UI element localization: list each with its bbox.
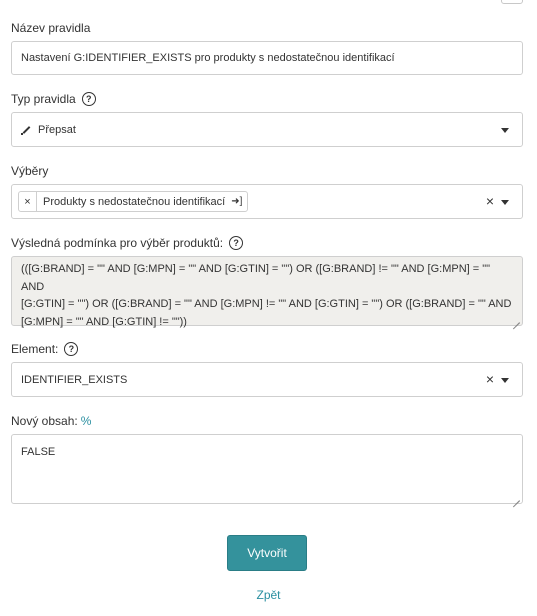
tag-label: Produkty s nedostatečnou identifikací: [43, 195, 226, 208]
pencil-icon: [21, 125, 31, 135]
rule-type-help-icon[interactable]: ?: [82, 92, 96, 106]
back-link[interactable]: Zpět: [256, 588, 281, 602]
rule-type-select[interactable]: [11, 112, 523, 147]
rule-type-selected: Přepsat: [12, 124, 76, 136]
new-content-textarea[interactable]: FALSE: [11, 434, 523, 504]
clear-element-icon[interactable]: ×: [485, 371, 494, 387]
new-content-label: Nový obsah: %: [11, 414, 92, 428]
element-label: Element: ?: [11, 342, 78, 356]
element-help-icon[interactable]: ?: [64, 342, 78, 356]
rule-type-label: Typ pravidla ?: [11, 92, 96, 106]
resize-grip-icon[interactable]: [512, 493, 520, 501]
rule-name-value: Nastavení G:IDENTIFIER_EXISTS pro produkty s nedostatečnou identifikací: [21, 52, 395, 64]
chevron-down-icon[interactable]: [501, 200, 509, 205]
element-selected: IDENTIFIER_EXISTS: [21, 373, 128, 386]
rule-name-label: Název pravidla: [11, 21, 91, 35]
selections-label: Výběry: [11, 164, 49, 178]
create-button[interactable]: Vytvořit: [227, 535, 307, 571]
rule-name-input[interactable]: [11, 41, 523, 75]
resize-grip-icon[interactable]: [512, 315, 520, 323]
tag-remove-icon[interactable]: ×: [19, 192, 37, 211]
chevron-down-icon[interactable]: [501, 128, 509, 133]
condition-label: Výsledná podmínka pro výběr produktů: ?: [11, 236, 243, 250]
percent-variable-link[interactable]: %: [80, 414, 92, 428]
condition-help-icon[interactable]: ?: [229, 236, 243, 250]
selections-multiselect[interactable]: [11, 184, 523, 219]
chevron-down-icon[interactable]: [501, 378, 509, 383]
selection-tag: [18, 191, 248, 212]
tag-link-icon[interactable]: ➜]: [231, 196, 243, 207]
clear-selections-icon[interactable]: ×: [485, 193, 494, 209]
element-select[interactable]: [11, 362, 523, 397]
condition-textarea: (([G:BRAND] = "" AND [G:MPN] = "" AND [G:GTIN] = "") OR ([G:BRAND] != "" AND [G:MPN] = "" AND [G:GTIN] = "") OR ([G:BRAND] = "" AND [G:MPN] != "" AND [G:GTIN] = "") OR ([G:BRAND] = "" AND [G:MPN] = "" AND [G:GTIN] != "")): [11, 256, 523, 326]
top-corner-button[interactable]: [501, 0, 523, 4]
